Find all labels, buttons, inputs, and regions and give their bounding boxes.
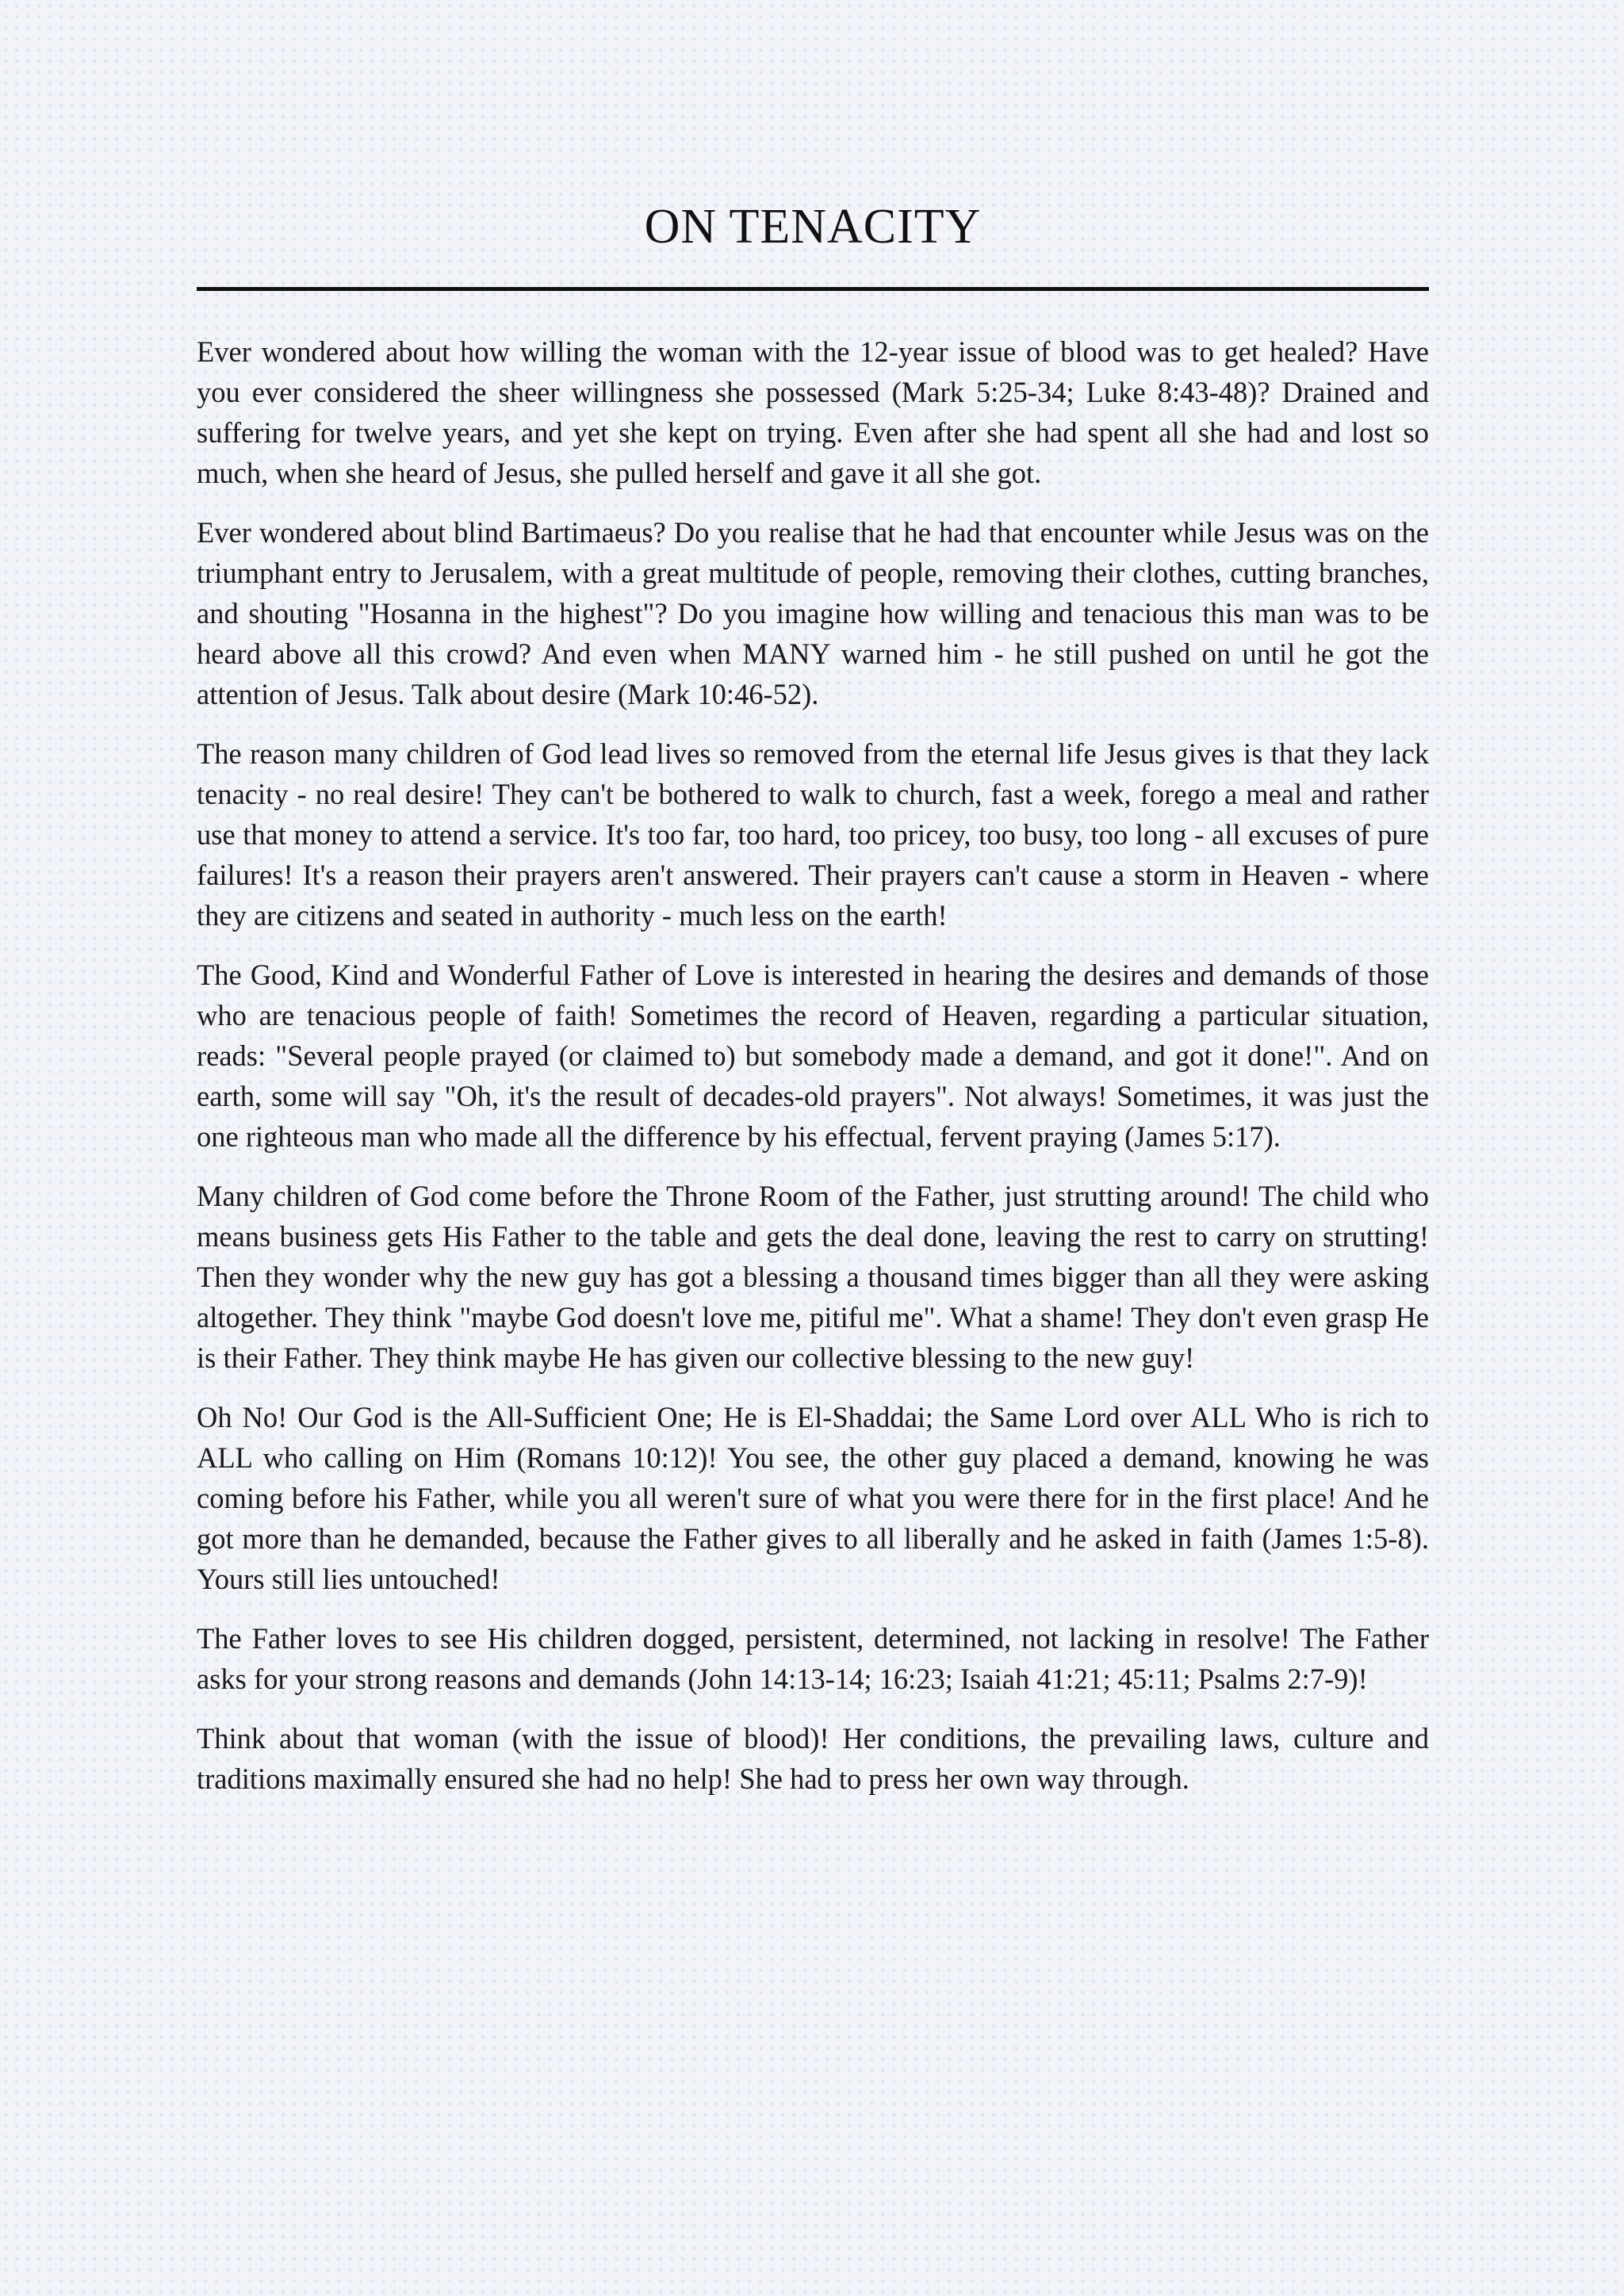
paragraph-1: Ever wondered about how willing the woman with the 12-year issue of blood was to get healed? Have you ever considered the sheer willingness she possessed (Mark 5:25-34; Luke 8:43-48)? Drained and suffering for twelve years, and yet she kept on trying. Even after she had spent all she had and lost so much, when she heard of Jesus, she pulled herself and gave it all she got. xyxy=(197,335,1429,489)
paragraph-4: The Good, Kind and Wonderful Father of Love is interested in hearing the desires and demands of those who are tenacious people of faith! Sometimes the record of Heaven, regarding a particular situation, reads: "Several people prayed (or claimed to) but somebody made a demand, and got it done!". And on earth, some will say "Oh, it's the result of decades-old prayers". Not always! Sometimes, it was just the one righteous man who made all the difference by his effectual, fervent praying (James 5:17). xyxy=(197,959,1429,1153)
document-body xyxy=(197,331,1429,1818)
paragraph-6: Oh No! Our God is the All-Sufficient One; He is El-Shaddai; the Same Lord over ALL Who is rich to ALL who calling on Him (Romans 10:12)! You see, the other guy placed a demand, knowing he was coming before his Father, while you all weren't sure of what you were there for in the first place! And he got more than he demanded, because the Father gives to all liberally and he asked in faith (James 1:5-8). Yours still lies untouched! xyxy=(197,1401,1429,1595)
paragraph-8: Think about that woman (with the issue of blood)! Her conditions, the prevailing laws, culture and traditions maximally ensured she had no help! She had to press her own way through. xyxy=(197,1722,1429,1795)
paragraph-7: The Father loves to see His children dogged, persistent, determined, not lacking in resolve! The Father asks for your strong reasons and demands (John 14:13-14; 16:23; Isaiah 41:21; 45:11; Psalms 2:7-9)! xyxy=(197,1622,1429,1695)
page-title: ON TENACITY xyxy=(644,200,982,254)
document-page xyxy=(197,0,1429,2296)
title-divider xyxy=(197,287,1429,291)
paragraph-5: Many children of God come before the Throne Room of the Father, just strutting around! The child who means business gets His Father to the table and gets the deal done, leaving the rest to carry on strutting! Then they wonder why the new guy has got a blessing a thousand times bigger than all they were asking altogether. They think "maybe God doesn't love me, pitiful me". What a shame! They don't even grasp He is their Father. They think maybe He has given our collective blessing to the new guy! xyxy=(197,1180,1429,1374)
paragraph-3: The reason many children of God lead lives so removed from the eternal life Jesus gives is that they lack tenacity - no real desire! They can't be bothered to walk to church, fast a week, forego a meal and rather use that money to attend a service. It's too far, too hard, too pricey, too busy, too long - all excuses of pure failures! It's a reason their prayers aren't answered. Their prayers can't cause a storm in Heaven - where they are citizens and seated in authority - much less on the earth! xyxy=(197,737,1429,932)
paragraph-2: Ever wondered about blind Bartimaeus? Do you realise that he had that encounter while Jesus was on the triumphant entry to Jerusalem, with a great multitude of people, removing their clothes, cutting branches, and shouting "Hosanna in the highest"? Do you imagine how willing and tenacious this man was to be heard above all this crowd? And even when MANY warned him - he still pushed on until he got the attention of Jesus. Talk about desire (Mark 10:46-52). xyxy=(197,516,1429,710)
